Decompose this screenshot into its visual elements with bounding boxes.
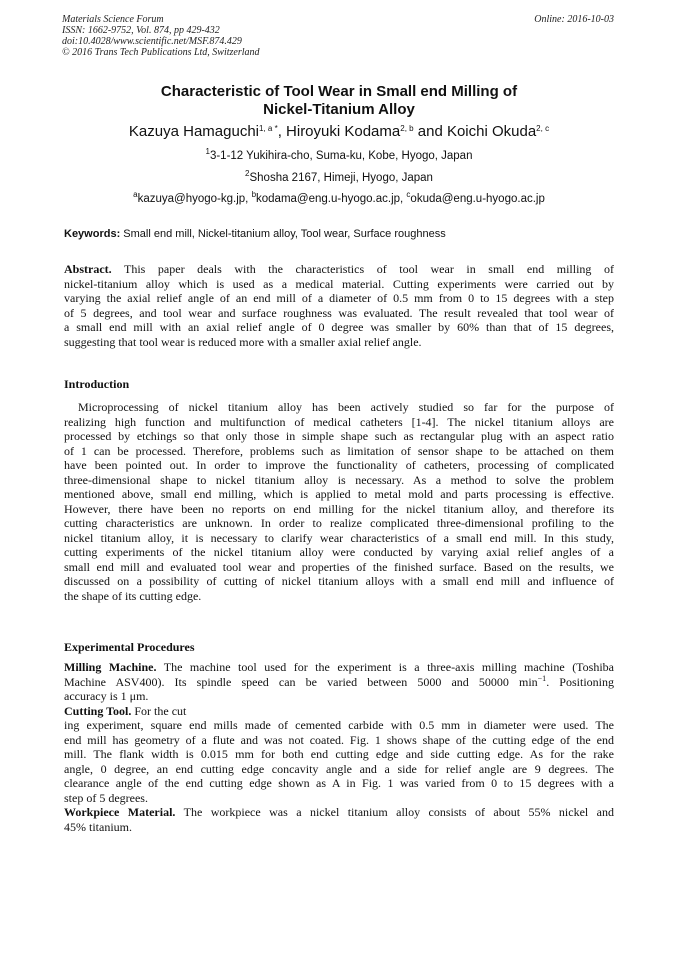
email-b-sup: b — [251, 190, 257, 199]
cutting-line: angle, 0 degree, an end cutting edge concavity angle and a side for relief angle are 9 degrees. The — [64, 761, 614, 776]
abstract-line: suggesting that tool wear is reduced more with a smaller axial relief angle. — [64, 334, 422, 349]
title-line-1: Characteristic of Tool Wear in Small end Milling of — [160, 83, 518, 100]
author-1-sup: 1, a * — [259, 124, 278, 133]
email-b[interactable]: kodama@eng.u-hyogo.ac.jp, — [256, 193, 407, 205]
workpiece-label: Workpiece Material. — [64, 805, 176, 819]
keywords — [64, 228, 446, 240]
affiliation-2 — [0, 169, 678, 184]
intro-line: Microprocessing of nickel titanium alloy has been actively studied so far for the purpose of — [78, 400, 614, 414]
cutting-line: ing experiment, square end mills made of cemented carbide with 0.5 mm in diameter were used. The — [64, 718, 614, 732]
milling-label: Milling Machine. — [64, 660, 157, 674]
email-c-sup: c — [406, 190, 411, 199]
intro-line: have been pointed out. In order to improve the functionality of catheters, processing of complicated — [64, 458, 614, 472]
doi: doi:10.4028/www.scientific.net/MSF.874.429 — [62, 36, 242, 47]
affiliation-1 — [0, 147, 678, 162]
copyright: © 2016 Trans Tech Publications Ltd, Switzerland — [62, 47, 260, 58]
keywords-text: Small end mill, Nickel-titanium alloy, Tool wear, Surface roughness — [120, 228, 446, 240]
author-1: Kazuya Hamaguchi — [128, 123, 259, 140]
author-list — [0, 123, 678, 141]
author-2: , Hiroyuki Kodama — [277, 123, 401, 140]
workpiece-line: Workpiece Material. The workpiece was a nickel titanium alloy consists of about 55% nickel and — [64, 805, 615, 819]
author-2-sup: 2, b — [400, 124, 414, 133]
intro-line: the shape of its cutting edge. — [64, 588, 202, 603]
title-line-2: Nickel-Titanium Alloy — [263, 101, 415, 118]
author-3-sup: 2, c — [536, 124, 550, 133]
affiliation-1-text: 3-1-12 Yukihira-cho, Suma-ku, Kobe, Hyogo, Japan — [209, 150, 473, 162]
abstract-line: of 5 degrees, and tool wear and surface roughness was evaluated. The result revealed that tool wear of — [64, 305, 614, 320]
milling-line: Milling Machine. The machine tool used for the experiment is a three-axis milling machine (Toshiba — [64, 660, 615, 674]
abstract-line: nickel-titanium alloy which is used as a medical material. Cutting experiments were carried out by — [64, 276, 614, 291]
intro-line: discussed on a possibility of cutting of nickel titanium alloys with a small end mill and influence of — [64, 574, 614, 588]
affiliation-2-text: Shosha 2167, Himeji, Hyogo, Japan — [249, 172, 433, 184]
workpiece-line: 45% titanium. — [64, 819, 132, 834]
intro-line: three-dimensional shape to nickel titanium alloy is necessary. As a method to solve the problem — [64, 472, 614, 487]
email-a[interactable]: kazuya@hyogo-kg.jp, — [137, 193, 252, 205]
affiliation-2-sup: 2 — [245, 169, 250, 178]
intro-line: small end mill and evaluated tool wear and properties of the finished surface. Based on the results, we — [64, 559, 614, 574]
experimental-body — [64, 660, 614, 834]
intro-line: mentioned above, small end milling, which is applied to metal mold and parts processing is effective. — [64, 487, 614, 501]
abstract — [64, 262, 614, 349]
online-date: Online: 2016-10-03 — [534, 14, 614, 25]
journal-name: Materials Science Forum — [62, 14, 164, 25]
cutting-line: end mill has geometry of a flute and was not coated. Fig. 1 shows shape of the cutting edge of the end — [64, 732, 614, 747]
paper-title — [0, 83, 678, 119]
abstract-line: a small end mill with an axial relief angle of 0 degree was smaller by 60% than that of 15 degrees, — [64, 320, 614, 334]
milling-line: Machine ASV400). Its spindle speed can be varied between 5000 and 50000 $\min^{-1}$. Positioning — [64, 673, 614, 689]
cutting-line: mill. The flank width is 0.015 mm for both end cutting edge and side cutting edge. As for the rake — [64, 747, 614, 761]
intro-line: processed by etchings so that only those in simple shape such as rectangular plug with an aspect ratio — [64, 429, 614, 443]
experimental-heading: Experimental Procedures — [64, 640, 195, 654]
intro-line: However, there have been no reports on end milling for the nickel titanium alloy, and therefore its — [64, 501, 614, 516]
intro-line: cutting characteristics are unknown. In order to realize complicated three-dimensional profiling to the — [64, 516, 614, 530]
introduction-body — [64, 400, 614, 603]
intro-line: nickel titanium alloy, it is necessary to clarify wear characteristics of a small end mill. In this study, — [64, 530, 614, 545]
introduction-heading: Introduction — [64, 377, 130, 391]
cutting-line: Cutting Tool. For the cut — [64, 703, 187, 718]
author-3: and Koichi Okuda — [413, 123, 537, 140]
cutting-line: step of 5 degrees. — [64, 790, 148, 805]
cutting-label: Cutting Tool. — [64, 703, 132, 718]
abstract-line: Abstract. This paper deals with the characteristics of tool wear in small end milling of — [64, 262, 614, 276]
milling-line: accuracy is 1 μm. — [64, 689, 149, 703]
email-a-sup: a — [133, 190, 138, 199]
intro-line: cutting experiments of the nickel titanium alloy were conducted by varying axial relief angles of a — [64, 545, 614, 559]
email-c[interactable]: okuda@eng.u-hyogo.ac.jp — [410, 193, 545, 205]
unit-sup: −1 — [537, 673, 547, 683]
abstract-label: Abstract. — [64, 262, 112, 276]
cutting-line: clearance angle of the end cutting edge shown as A in Fig. 1 was varied from 0 to 15 degrees with a — [64, 776, 614, 790]
intro-line: realizing high function and multifunction of medical catheters [1-4]. The nickel titanium alloys are — [64, 414, 614, 429]
journal-meta — [62, 14, 260, 58]
affiliation-1-sup: 1 — [205, 147, 210, 156]
email-line — [0, 190, 678, 205]
keywords-label: Keywords: — [64, 228, 121, 240]
issn: ISSN: 1662-9752, Vol. 874, pp 429-432 — [62, 25, 220, 36]
abstract-line: varying the axial relief angle of an end mill of a diameter of 0.5 mm from 0 to 15 degrees with a step — [64, 291, 614, 305]
intro-line: of 1 can be processed. Therefore, problems such as limitation of sensor shape to be attached on them — [64, 443, 614, 458]
